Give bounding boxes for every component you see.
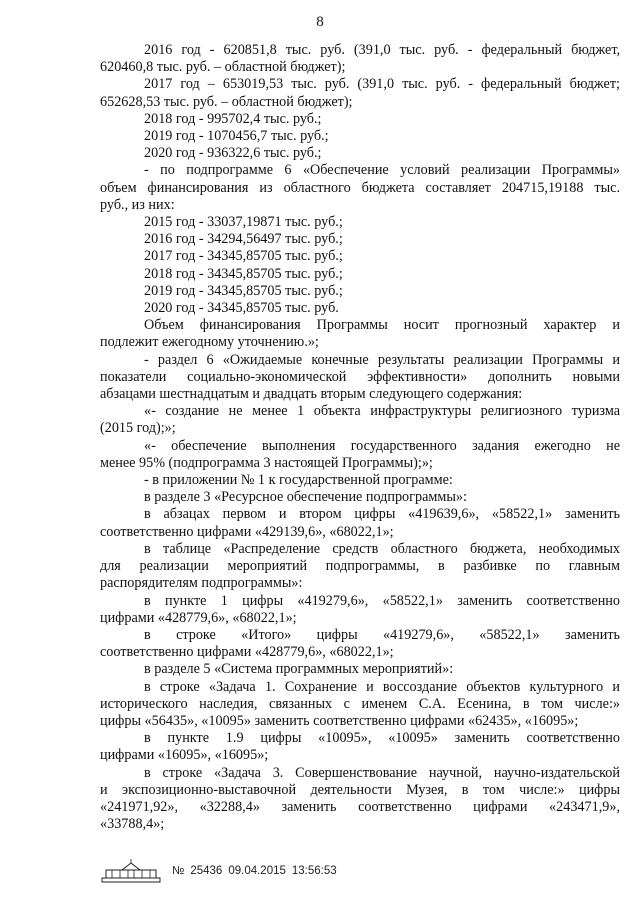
text-line: показатели социально-экономической эффективности» дополнить новыми <box>100 368 620 385</box>
text-line: в разделе 3 «Ресурсное обеспечение подпрограммы»: <box>144 489 467 506</box>
text-line: 2019 год - 1070456,7 тыс. руб.; <box>144 128 329 145</box>
text-line: в пункте 1 цифры «419279,6», «58522,1» заменить соответственно <box>144 592 620 609</box>
text-line: 2018 год - 34345,85705 тыс. руб.; <box>144 265 343 282</box>
text-line: в строке «Итого» цифры «419279,6», «58522,1» заменить <box>144 626 620 643</box>
text-line: 652628,53 тыс. руб. – областной бюджет); <box>100 93 353 110</box>
text-line: цифрами «16095», «16095»; <box>100 747 269 764</box>
text-line: для реализации мероприятий подпрограммы, в разбивке по главным <box>100 558 620 575</box>
text-line: 2019 год - 34345,85705 тыс. руб.; <box>144 282 343 299</box>
text-line: «33788,4»; <box>100 816 165 833</box>
text-line: 620460,8 тыс. руб. – областной бюджет); <box>100 59 346 76</box>
text-line: «- обеспечение выполнения государственного задания ежегодно не <box>144 437 620 454</box>
text-line: Объем финансирования Программы носит прогнозный характер и <box>144 317 620 334</box>
text-line: в пункте 1.9 цифры «10095», «10095» заменить соответственно <box>144 730 620 747</box>
text-line: соответственно цифрами «429139,6», «68022,1»; <box>100 523 394 540</box>
text-line: - раздел 6 «Ожидаемые конечные результаты реализации Программы и <box>144 351 620 368</box>
document-body <box>100 42 620 833</box>
text-line: в абзацах первом и втором цифры «419639,6», «58522,1» заменить <box>144 506 620 523</box>
text-line: цифрами «428779,6», «68022,1»; <box>100 609 297 626</box>
text-line: 2015 год - 33037,19871 тыс. руб.; <box>144 214 343 231</box>
text-line: исторического наследия, связанных с именем С.А. Есенина, в том числе:» <box>100 695 620 712</box>
text-line: подлежит ежегодному уточнению.»; <box>100 334 319 351</box>
text-line: «- создание не менее 1 объекта инфраструктуры религиозного туризма <box>144 403 620 420</box>
registration-time: 13:56:53 <box>291 865 337 877</box>
text-line: в строке «Задача 3. Совершенствование научной, научно-издательской <box>144 764 620 781</box>
text-line: 2018 год - 995702,4 тыс. руб.; <box>144 110 322 127</box>
text-line: в строке «Задача 1. Сохранение и воссоздание объектов культурного и <box>144 678 620 695</box>
text-line: распорядителям подпрограммы»: <box>100 575 303 592</box>
text-line: - в приложении № 1 к государственной программе: <box>144 472 453 489</box>
text-line: (2015 год);»; <box>100 420 176 437</box>
text-line: в таблице «Распределение средств областного бюджета, необходимых <box>144 540 620 557</box>
text-line: объем финансирования из областного бюджета составляет 204715,19188 тыс. <box>100 179 620 196</box>
text-line: абзацами шестнадцатым и двадцать вторым следующего содержания: <box>100 386 523 403</box>
registration-date: 09.04.2015 <box>228 865 286 877</box>
text-line: 2016 год - 34294,56497 тыс. руб.; <box>144 231 343 248</box>
text-line: 2020 год - 34345,85705 тыс. руб. <box>144 300 339 317</box>
text-line: руб., из них: <box>100 196 175 213</box>
text-line: соответственно цифрами «428779,6», «68022,1»; <box>100 644 394 661</box>
text-line: 2016 год - 620851,8 тыс. руб. (391,0 тыс. руб. - федеральный бюджет, <box>144 42 620 58</box>
text-line: - по подпрограмме 6 «Обеспечение условий реализации Программы» <box>144 162 620 179</box>
text-line: цифры «56435», «10095» заменить соответственно цифрами «62435», «16095»; <box>100 712 579 729</box>
registration-footer <box>100 858 400 884</box>
text-line: «241971,92», «32288,4» заменить соответственно цифрами «243471,9», <box>100 798 620 815</box>
text-line: менее 95% (подпрограмма 3 настоящей Программы);»; <box>100 454 433 471</box>
text-line: 2017 год – 653019,53 тыс. руб. (391,0 тыс. руб. - федеральный бюджет; <box>144 76 620 93</box>
text-line: в разделе 5 «Система программных мероприятий»: <box>144 661 454 678</box>
document-number: 25436 <box>190 865 223 877</box>
text-line: 2017 год - 34345,85705 тыс. руб.; <box>144 248 343 265</box>
government-building-icon <box>100 858 162 884</box>
number-sign: № <box>172 865 185 877</box>
page-number: 8 <box>316 14 324 30</box>
text-line: 2020 год - 936322,6 тыс. руб.; <box>144 145 322 162</box>
text-line: и экспозиционно-выставочной деятельности Музея, в том числе:» цифры <box>100 781 620 798</box>
